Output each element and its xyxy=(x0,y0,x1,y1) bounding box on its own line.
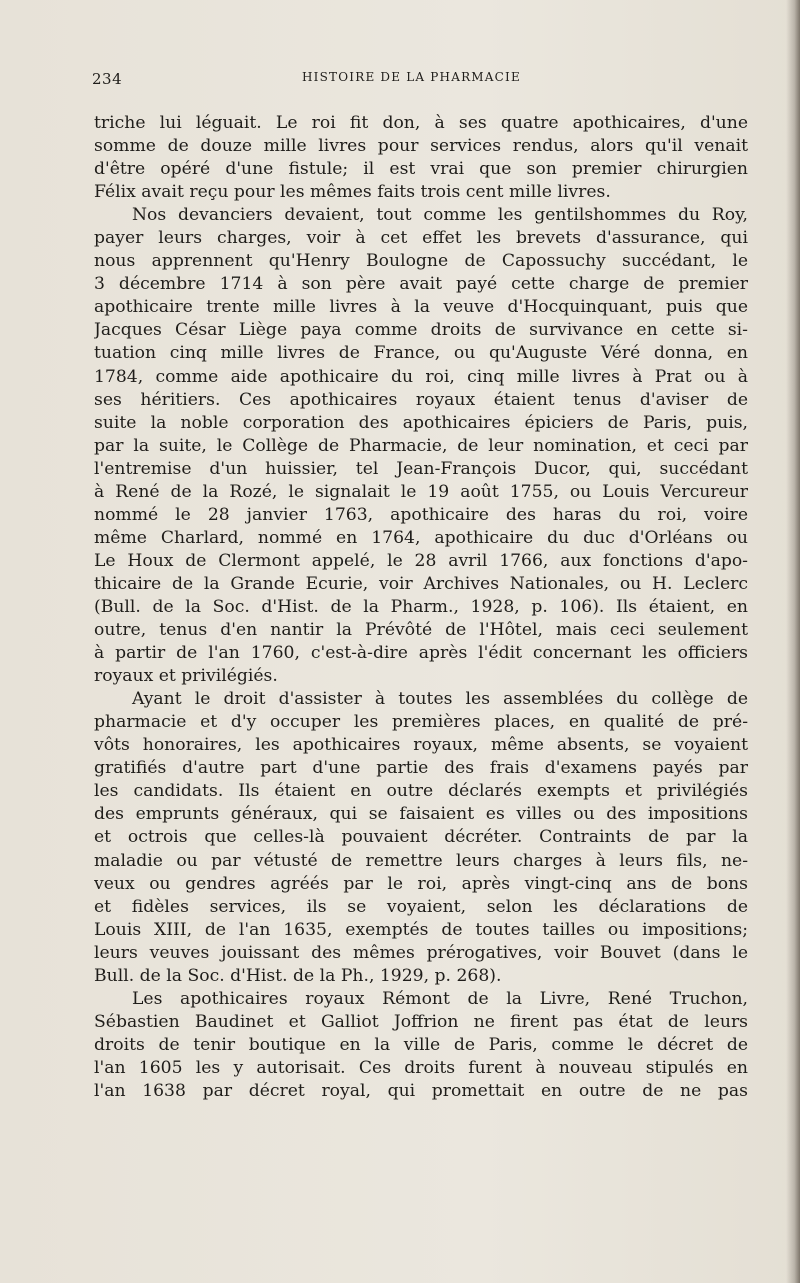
text-line: ses héritiers. Ces apothicaires royaux étaient tenus d'aviser de xyxy=(94,389,748,410)
text-line: des emprunts généraux, qui se faisaient es villes ou des impositions xyxy=(94,804,748,825)
text-line: apothicaire trente mille livres à la veuve d'Hocquinquant, puis que xyxy=(94,297,748,318)
text-line: même Charlard, nommé en 1764, apothicaire du duc d'Orléans ou xyxy=(94,527,748,548)
text-line: maladie ou par vétusté de remettre leurs charges à leurs fils, ne- xyxy=(94,850,748,871)
text-line: l'entremise d'un huissier, tel Jean-François Ducor, qui, succédant xyxy=(94,458,748,479)
text-line: à partir de l'an 1760, c'est-à-dire après l'édit concernant les officiers xyxy=(94,643,748,664)
text-line: thicaire de la Grande Ecurie, voir Archives Nationales, ou H. Leclerc xyxy=(94,573,748,594)
text-line: triche lui léguait. Le roi fit don, à ses quatre apothicaires, d'une xyxy=(94,113,748,133)
text-line: par la suite, le Collège de Pharmacie, de leur nomination, et ceci par xyxy=(94,435,748,456)
text-line: royaux et privilégiés. xyxy=(94,666,278,687)
text-line: Le Houx de Clermont appelé, le 28 avril 1766, aux fonctions d'apo- xyxy=(94,550,748,571)
text-line: outre, tenus d'en nantir la Prévôté de l'Hôtel, mais ceci seulement xyxy=(94,620,748,641)
text-line: et octrois que celles-là pouvaient décréter. Contraints de par la xyxy=(94,827,748,848)
text-line: Nos devanciers devaient, tout comme les gentilshommes du Roy, xyxy=(132,205,748,226)
text-line: 3 décembre 1714 à son père avait payé cette charge de premier xyxy=(94,274,748,295)
text-line: suite la noble corporation des apothicaires épiciers de Paris, puis, xyxy=(94,412,748,433)
text-line: veux ou gendres agréés par le roi, après vingt-cinq ans de bons xyxy=(94,873,748,894)
body-text xyxy=(94,112,748,1103)
text-line: tuation cinq mille livres de France, ou qu'Auguste Véré donna, en xyxy=(94,343,748,364)
text-line: d'être opéré d'une fistule; il est vrai que son premier chirurgien xyxy=(94,159,748,180)
page-edge-shadow xyxy=(786,0,800,1283)
page-number: 234 xyxy=(92,70,123,88)
text-line: (Bull. de la Soc. d'Hist. de la Pharm., 1928, p. 106). Ils étaient, en xyxy=(94,596,748,617)
text-line: Les apothicaires royaux Rémont de la Livre, René Truchon, xyxy=(132,988,748,1009)
text-line: payer leurs charges, voir à cet effet les brevets d'assurance, qui xyxy=(94,228,748,249)
text-line: à René de la Rozé, le signalait le 19 août 1755, ou Louis Vercureur xyxy=(94,481,748,502)
text-line: Jacques César Liège paya comme droits de survivance en cette si- xyxy=(94,320,748,341)
text-line: Bull. de la Soc. d'Hist. de la Ph., 1929, p. 268). xyxy=(94,965,502,986)
text-line: l'an 1605 les y autorisait. Ces droits furent à nouveau stipulés en xyxy=(94,1057,748,1078)
text-line: leurs veuves jouissant des mêmes prérogatives, voir Bouvet (dans le xyxy=(94,942,748,963)
running-title: HISTOIRE DE LA PHARMACIE xyxy=(302,70,521,84)
text-line: Félix avait reçu pour les mêmes faits trois cent mille livres. xyxy=(94,182,611,203)
page-header xyxy=(92,66,760,90)
text-line: l'an 1638 par décret royal, qui promettait en outre de ne pas xyxy=(94,1080,748,1101)
text-line: les candidats. Ils étaient en outre déclarés exempts et privilégiés xyxy=(94,781,748,802)
text-line: gratifiés d'autre part d'une partie des frais d'examens payés par xyxy=(94,758,748,779)
text-line: nommé le 28 janvier 1763, apothicaire des haras du roi, voire xyxy=(94,504,748,525)
text-line: nous apprennent qu'Henry Boulogne de Capossuchy succédant, le xyxy=(94,251,748,272)
text-line: somme de douze mille livres pour services rendus, alors qu'il venait xyxy=(94,136,748,157)
text-line: pharmacie et d'y occuper les premières places, en qualité de pré- xyxy=(94,712,748,733)
text-line: et fidèles services, ils se voyaient, selon les déclarations de xyxy=(94,896,748,917)
text-line: droits de tenir boutique en la ville de Paris, comme le décret de xyxy=(94,1034,748,1055)
text-line: Louis XIII, de l'an 1635, exemptés de toutes tailles ou impositions; xyxy=(94,919,748,940)
text-line: Sébastien Baudinet et Galliot Joffrion ne firent pas état de leurs xyxy=(94,1011,748,1032)
text-line: 1784, comme aide apothicaire du roi, cinq mille livres à Prat ou à xyxy=(94,366,748,387)
text-line: vôts honoraires, les apothicaires royaux, même absents, se voyaient xyxy=(94,735,748,756)
text-line: Ayant le droit d'assister à toutes les assemblées du collège de xyxy=(132,689,748,710)
